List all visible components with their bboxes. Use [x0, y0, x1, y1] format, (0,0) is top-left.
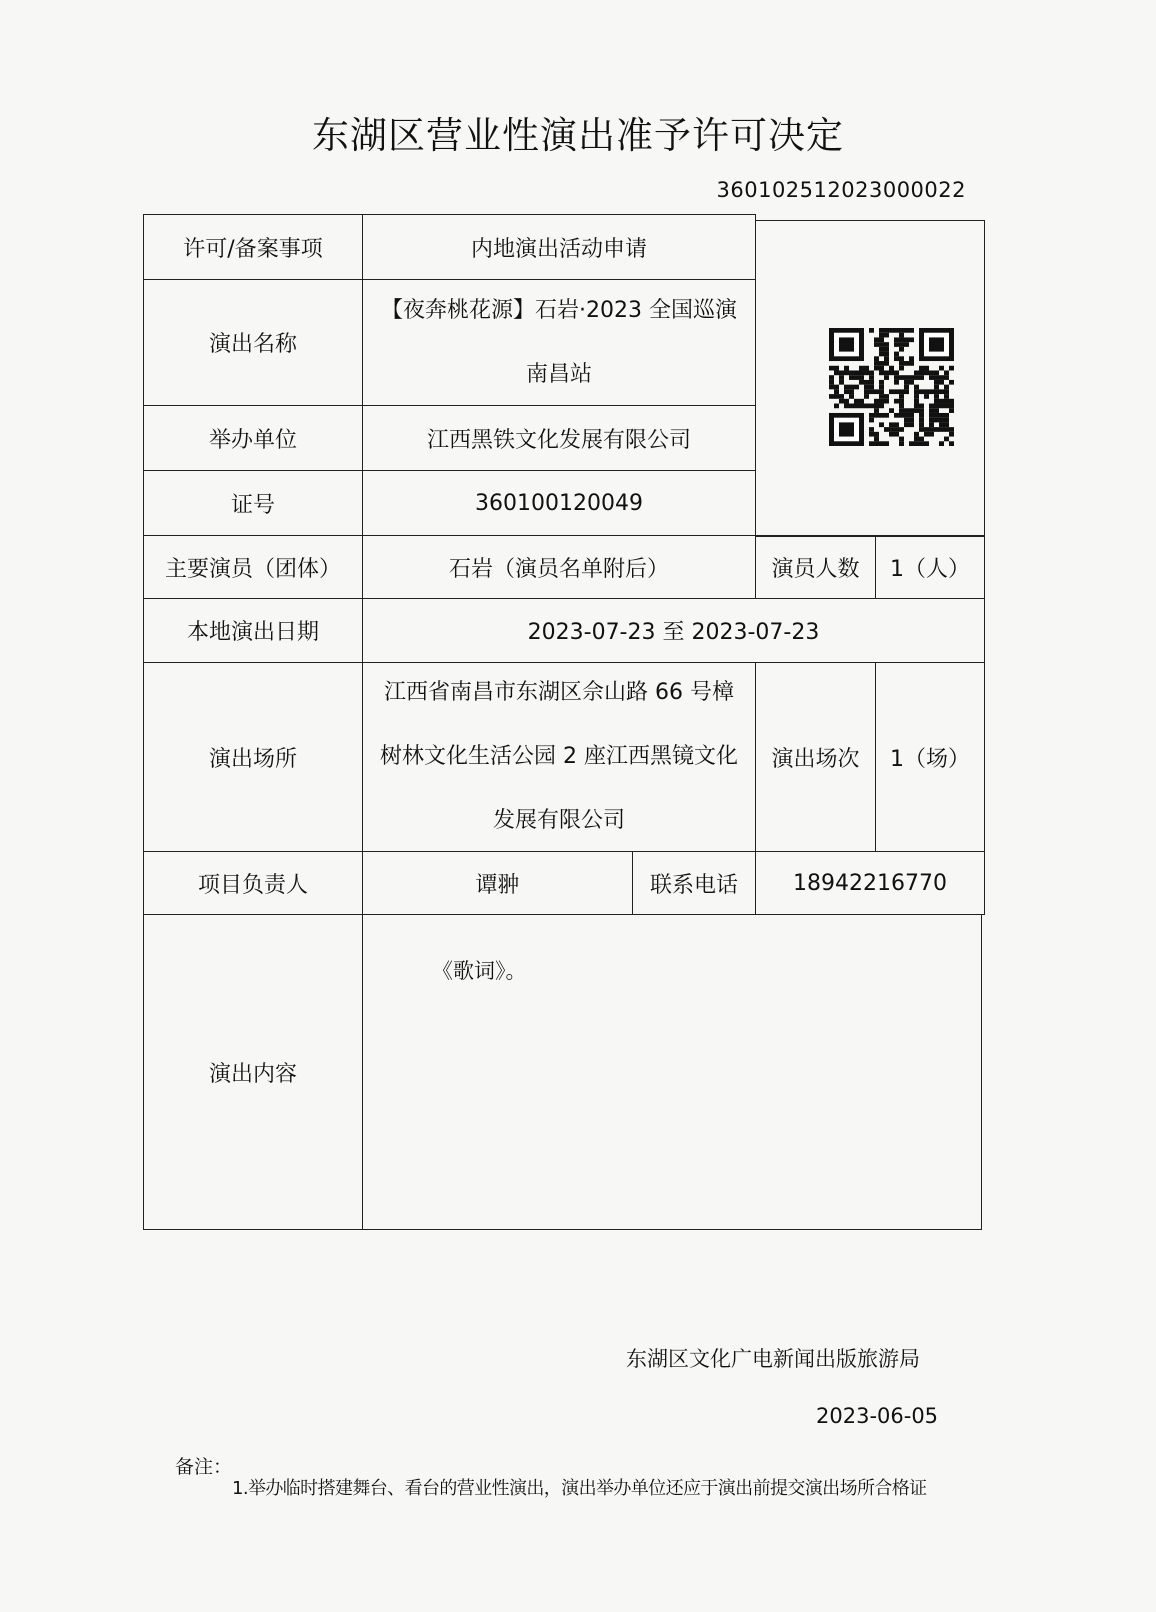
manager-value: 谭翀 [362, 851, 633, 915]
show-name-label: 演出名称 [143, 279, 363, 406]
performer-count-label: 演员人数 [755, 535, 876, 599]
item-label: 许可/备案事项 [143, 214, 363, 280]
license-value: 360100120049 [362, 470, 756, 536]
show-name-value [362, 279, 756, 406]
manager-label: 项目负责人 [143, 851, 363, 915]
phone-value: 18942216770 [755, 851, 985, 915]
performer-count-value: 1（人） [875, 535, 985, 599]
date-value: 2023-07-23 至 2023-07-23 [362, 598, 985, 663]
qr-code [829, 328, 954, 446]
venue-line: 江西省南昌市东湖区佘山路 66 号樟 [384, 680, 734, 705]
venue-value [362, 662, 756, 852]
date-label: 本地演出日期 [143, 598, 363, 663]
venue-line: 树林文化生活公园 2 座江西黑镜文化 [380, 744, 738, 769]
organizer-label: 举办单位 [143, 405, 363, 471]
show-name-line: 南昌站 [525, 361, 592, 387]
content-value: 《歌词》。 [432, 959, 527, 983]
document-title: 东湖区营业性演出准予许可决定 [312, 114, 844, 157]
item-value: 内地演出活动申请 [362, 214, 756, 280]
note-text: 1.举办临时搭建舞台、看台的营业性演出，演出举办单位还应于演出前提交演出场所合格证 [232, 1478, 927, 1499]
note-label: 备注： [175, 1456, 233, 1478]
performer-value: 石岩（演员名单附后） [362, 535, 756, 599]
organizer-value: 江西黑铁文化发展有限公司 [362, 405, 756, 471]
sessions-value: 1（场） [875, 662, 985, 852]
document-number: 360102512023000022 [716, 178, 966, 202]
venue-label: 演出场所 [143, 662, 363, 852]
venue-line: 发展有限公司 [492, 808, 625, 833]
performer-label: 主要演员（团体） [143, 535, 363, 599]
issuer-name: 东湖区文化广电新闻出版旅游局 [626, 1347, 920, 1371]
issue-date: 2023-06-05 [816, 1404, 939, 1428]
content-label: 演出内容 [143, 914, 363, 1230]
show-name-line: 【夜奔桃花源】石岩·2023 全国巡演 [381, 297, 737, 323]
phone-label: 联系电话 [632, 851, 756, 915]
license-label: 证号 [143, 470, 363, 536]
sessions-label: 演出场次 [755, 662, 876, 852]
